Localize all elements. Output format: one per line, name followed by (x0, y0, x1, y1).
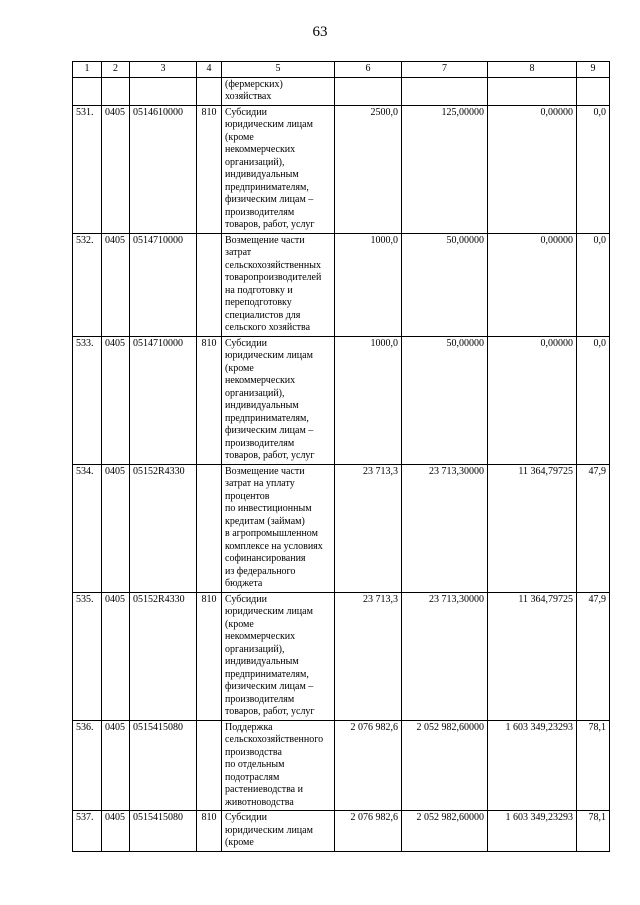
column-header: 9 (577, 62, 610, 78)
table-row (73, 233, 610, 336)
table-row (73, 77, 610, 105)
column-header: 3 (130, 62, 197, 78)
row-number-cell: 533. (73, 336, 102, 464)
executed-amount-cell: 1 603 349,23293 (488, 811, 577, 852)
expense-type-cell (197, 77, 222, 105)
description-cell: Возмещение части затрат сельскохозяйственных товаропроизводителей на подготовку и переподготовку специалистов для сельского хозяйства (222, 233, 335, 336)
percent-cell: 78,1 (577, 720, 610, 811)
page-number: 63 (312, 24, 328, 40)
approved-amount-cell: 1000,0 (335, 336, 402, 464)
header-row (73, 62, 610, 78)
column-header: 6 (335, 62, 402, 78)
target-code-cell: 05152R4330 (130, 464, 197, 592)
description-cell: Субсидии юридическим лицам (кроме некоммерческих организаций), индивидуальным предпринимателям, физическим лицам – производителям товаров, работ, услуг (222, 105, 335, 233)
column-header: 4 (197, 62, 222, 78)
approved-amount-cell: 2 076 982,6 (335, 811, 402, 852)
percent-cell: 0,0 (577, 336, 610, 464)
percent-cell: 78,1 (577, 811, 610, 852)
planned-amount-cell (402, 77, 488, 105)
target-code-cell: 0514710000 (130, 336, 197, 464)
percent-cell (577, 77, 610, 105)
table-row (73, 592, 610, 720)
approved-amount-cell: 2500,0 (335, 105, 402, 233)
description-cell: Поддержка сельскохозяйственного производства по отдельным подотраслям растениеводства и животноводства (222, 720, 335, 811)
row-number-cell (73, 77, 102, 105)
planned-amount-cell: 50,00000 (402, 233, 488, 336)
planned-amount-cell: 2 052 982,60000 (402, 811, 488, 852)
row-number-cell: 531. (73, 105, 102, 233)
percent-cell: 47,9 (577, 592, 610, 720)
column-header: 2 (102, 62, 130, 78)
section-code-cell: 0405 (102, 592, 130, 720)
row-number-cell: 536. (73, 720, 102, 811)
expense-type-cell: 810 (197, 336, 222, 464)
section-code-cell: 0405 (102, 233, 130, 336)
expense-type-cell: 810 (197, 105, 222, 233)
planned-amount-cell: 50,00000 (402, 336, 488, 464)
target-code-cell: 0515415080 (130, 720, 197, 811)
row-number-cell: 535. (73, 592, 102, 720)
description-cell: Возмещение части затрат на уплату процентов по инвестиционным кредитам (займам) в агропромышленном комплексе на условиях софинансирования из федерального бюджета (222, 464, 335, 592)
expense-type-cell: 810 (197, 811, 222, 852)
section-code-cell: 0405 (102, 105, 130, 233)
planned-amount-cell: 23 713,30000 (402, 592, 488, 720)
description-cell: (фермерских) хозяйствах (222, 77, 335, 105)
executed-amount-cell: 0,00000 (488, 105, 577, 233)
description-cell: Субсидии юридическим лицам (кроме некоммерческих организаций), индивидуальным предпринимателям, физическим лицам – производителям товаров, работ, услуг (222, 336, 335, 464)
target-code-cell (130, 77, 197, 105)
section-code-cell: 0405 (102, 811, 130, 852)
row-number-cell: 532. (73, 233, 102, 336)
planned-amount-cell: 2 052 982,60000 (402, 720, 488, 811)
executed-amount-cell: 1 603 349,23293 (488, 720, 577, 811)
approved-amount-cell: 2 076 982,6 (335, 720, 402, 811)
target-code-cell: 0514610000 (130, 105, 197, 233)
row-number-cell: 537. (73, 811, 102, 852)
approved-amount-cell: 1000,0 (335, 233, 402, 336)
planned-amount-cell: 23 713,30000 (402, 464, 488, 592)
approved-amount-cell (335, 77, 402, 105)
executed-amount-cell: 0,00000 (488, 233, 577, 336)
percent-cell: 0,0 (577, 233, 610, 336)
target-code-cell: 0514710000 (130, 233, 197, 336)
column-header: 7 (402, 62, 488, 78)
section-code-cell: 0405 (102, 720, 130, 811)
column-header: 5 (222, 62, 335, 78)
row-number-cell: 534. (73, 464, 102, 592)
description-cell: Субсидии юридическим лицам (кроме (222, 811, 335, 852)
section-code-cell: 0405 (102, 336, 130, 464)
approved-amount-cell: 23 713,3 (335, 592, 402, 720)
target-code-cell: 0515415080 (130, 811, 197, 852)
executed-amount-cell: 11 364,79725 (488, 464, 577, 592)
executed-amount-cell: 11 364,79725 (488, 592, 577, 720)
executed-amount-cell: 0,00000 (488, 336, 577, 464)
description-cell: Субсидии юридическим лицам (кроме некоммерческих организаций), индивидуальным предпринимателям, физическим лицам – производителям товаров, работ, услуг (222, 592, 335, 720)
expense-type-cell: 810 (197, 592, 222, 720)
table-row (73, 336, 610, 464)
table-row (73, 720, 610, 811)
planned-amount-cell: 125,00000 (402, 105, 488, 233)
percent-cell: 47,9 (577, 464, 610, 592)
section-code-cell: 0405 (102, 464, 130, 592)
table-row (73, 464, 610, 592)
table-row (73, 811, 610, 852)
target-code-cell: 05152R4330 (130, 592, 197, 720)
expense-type-cell (197, 233, 222, 336)
section-code-cell (102, 77, 130, 105)
expense-type-cell (197, 464, 222, 592)
column-header: 8 (488, 62, 577, 78)
percent-cell: 0,0 (577, 105, 610, 233)
executed-amount-cell (488, 77, 577, 105)
table-row (73, 105, 610, 233)
approved-amount-cell: 23 713,3 (335, 464, 402, 592)
column-header: 1 (73, 62, 102, 78)
budget-table (72, 61, 610, 852)
expense-type-cell (197, 720, 222, 811)
